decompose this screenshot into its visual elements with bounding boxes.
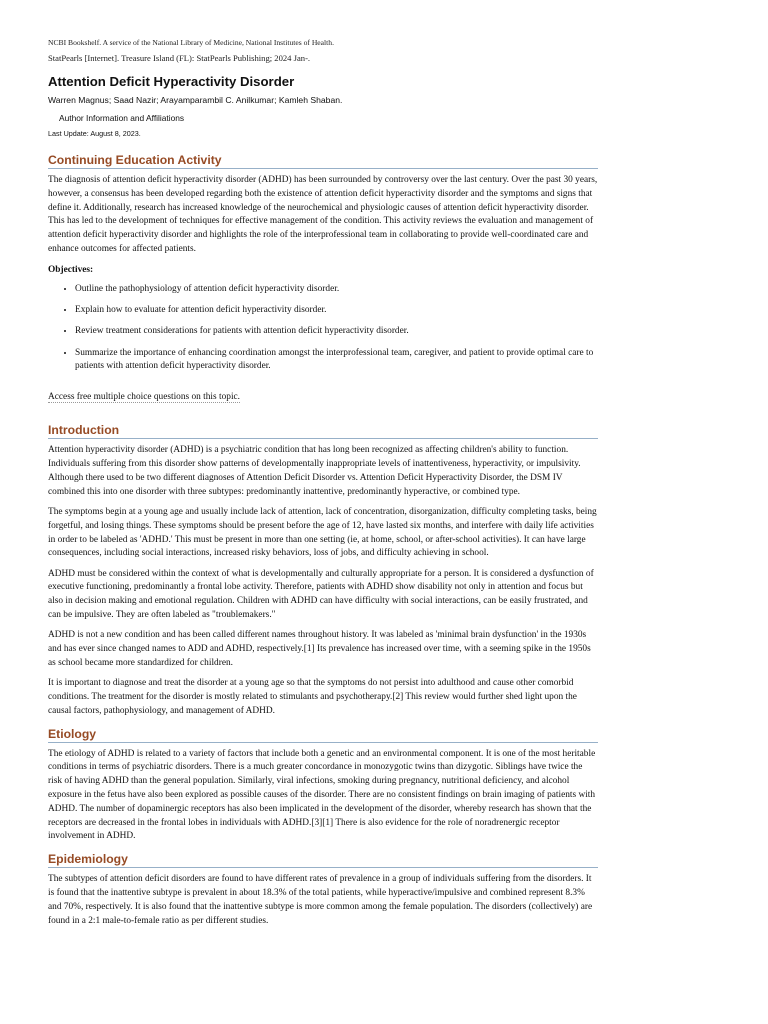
page-title: Attention Deficit Hyperactivity Disorder <box>48 74 295 89</box>
paragraph: It is important to diagnose and treat the disorder at a young age so that the symptoms do not persist into adulthood and cause other comorbid conditions. The treatment for the disorder is mostly related to stimulants and psychotherapy.[2] This review would further shed light upon the causal factors, pathophysiology, and management of ADHD. <box>48 678 577 716</box>
objective-item: • Outline the pathophysiology of attention deficit hyperactivity disorder. <box>75 283 598 297</box>
mcq-access-link[interactable]: Access free multiple choice questions on this topic. <box>48 392 241 403</box>
paragraph: The subtypes of attention deficit disorders are found to have different rates of prevalence in a group of individuals suffering from the disorders. It is found that the inattentive subtype is prevalent in about 18.3% of the total patients, while hyperactive/impulsive and combined represent 8.3% and 70%, respectively. It is also found that the inattentive subtype is more common among the female population. The disorders (collectively) are found in a 2:1 male-to-female ratio as per different studies. <box>48 874 593 926</box>
objectives-label: Objectives: <box>48 264 94 275</box>
section-title: Introduction <box>48 423 598 439</box>
objective-item: • Explain how to evaluate for attention deficit hyperactivity disorder. <box>75 304 598 318</box>
section-title: Etiology <box>48 727 598 743</box>
section-continuing-education <box>48 153 598 415</box>
section-epidemiology <box>48 852 598 928</box>
paragraph: ADHD must be considered within the context of what is developmentally and culturally appropriate for a person. It is considered a dysfunction of executive functioning, predominantly a frontal lobe activity. Therefore, patients with ADHD show disability not only in attention and focus but also in decision making and emotional regulation. Children with ADHD can have difficulty with social interactions, can be easily frustrated, and can be impulsive. They are often labeled as "troublemakers." <box>48 568 594 621</box>
bookshelf-notice: NCBI Bookshelf. A service of the National Library of Medicine, National Institutes of Health. <box>48 38 334 47</box>
section-title: Epidemiology <box>48 852 598 868</box>
objective-item: • Review treatment considerations for patients with attention deficit hyperactivity disorder. <box>75 325 598 339</box>
objectives-list <box>48 283 598 374</box>
author-affiliations-link[interactable]: Author Information and Affiliations <box>59 113 185 123</box>
document-content <box>48 38 598 936</box>
objective-item: • Summarize the importance of enhancing coordination amongst the interprofessional team, caregiver, and patient to provide optimal care to patients with attention deficit hyperactivity disorder. <box>75 347 598 375</box>
last-update: Last Update: August 8, 2023. <box>48 129 141 138</box>
source-citation: StatPearls [Internet]. Treasure Island (FL): StatPearls Publishing; 2024 Jan-. <box>48 53 311 63</box>
paragraph: ADHD is not a new condition and has been called different names throughout history. It was labeled as 'minimal brain dysfunction' in the 1930s and has ever since changed names to ADD and ADHD, respectively.[1] Its prevalence has increased over time, with a seeming spike in the 1950s as school became more standardized for children. <box>48 630 591 668</box>
section-introduction <box>48 423 598 718</box>
paragraph: The etiology of ADHD is related to a variety of factors that include both a genetic and an environmental component. It is one of the most heritable conditions in terms of psychiatric disorders. There is a much greater concordance in monozygotic twins than dizygotic. Siblings have twice the risk of having ADHD than the general population. Similarly, viral infections, smoking during pregnancy, nutritional deficiency, and alcohol exposure in the fetus have also been explored as possible causes of the disorder. There are no consistent findings on brain imaging of patients with ADHD. The number of dopaminergic receptors has also been implicated in the development of the disorder, whereby research has shown that the receptors are decreased in the frontal lobes in individuals with ADHD.[3][1] There is also evidence for the role of noradrenergic receptor involvement in ADHD. <box>48 748 596 842</box>
paragraph: The symptoms begin at a young age and usually include lack of attention, lack of concentration, disorganization, difficulty completing tasks, being forgetful, and losing things. These symptoms should be present before the age of 12, have lasted six months, and interfere with daily life activities in order to be labeled as 'ADHD.' This must be present in more than one setting (ie, at home, school, or after-school activities). It can have large consequences, including social interactions, increased risky behaviors, loss of jobs, and difficulty achieving in school. <box>48 506 597 559</box>
authors-line: Warren Magnus; Saad Nazir; Arayamparambil C. Anilkumar; Kamleh Shaban. <box>48 95 343 105</box>
paragraph: Attention hyperactivity disorder (ADHD) is a psychiatric condition that has long been recognized as affecting children's ability to function. Individuals suffering from this disorder show patterns of developmentally inappropriate levels of inattentiveness, hyperactivity, or impulsivity. Although there used to be two different diagnoses of Attention Deficit Disorder vs. Attention Deficit Hyperactivity Disorder, the DSM IV combined this into one disorder with three subtypes: predominantly inattentive, predominantly hyperactive, or combined type. <box>48 445 581 497</box>
section-etiology <box>48 727 598 845</box>
paragraph: The diagnosis of attention deficit hyperactivity disorder (ADHD) has been surrounded by controversy over the last century. Over the past 30 years, however, a consensus has been developed regarding both the existence of attention deficit hyperactivity disorder and the symptoms and signs that define it. Additionally, research has increased knowledge of the neurochemical and physiologic causes of attention deficit hyperactivity disorder. This has led to the development of techniques for effective management of the condition. This activity reviews the evaluation and management of attention deficit hyperactivity disorder and highlights the role of the interprofessional team in collaborating to provide well-coordinated care and enhance outcomes for affected patients. <box>48 175 598 254</box>
section-title: Continuing Education Activity <box>48 153 598 169</box>
